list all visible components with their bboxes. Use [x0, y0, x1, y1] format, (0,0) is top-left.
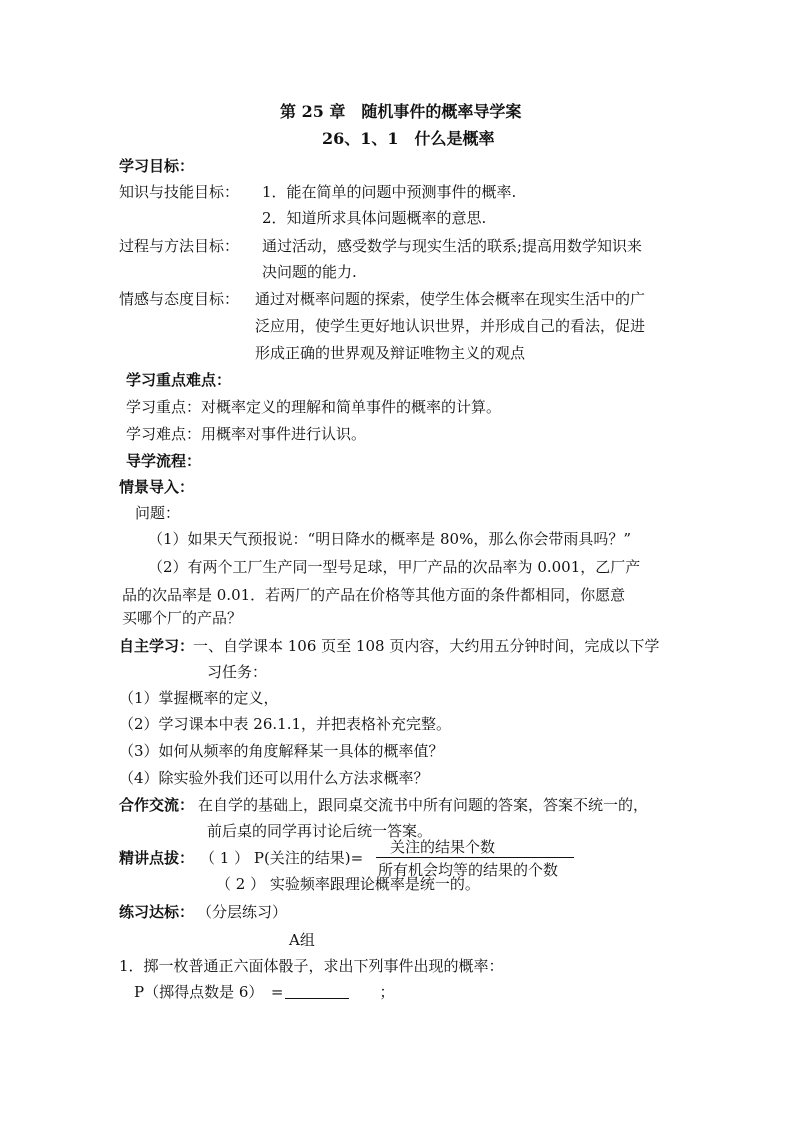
- document-title: 第 25 章 随机事件的概率导学案: [280, 102, 522, 121]
- practice-question-1a-text: P（掷得点数是 6） =: [134, 983, 284, 1001]
- cooperation-line-2: 前后桌的同学再讨论后统一答案。: [207, 822, 433, 840]
- process-line-2: 决问题的能力.: [262, 263, 357, 281]
- cooperation-label: 合作交流：: [119, 796, 195, 814]
- task-3: （3）如何从频率的角度解释某一具体的概率值？: [119, 742, 444, 760]
- group-label: A组: [289, 931, 315, 949]
- fraction-denominator: 所有机会均等的结果的个数: [378, 861, 559, 879]
- document-subtitle: 26、1、1 什么是概率: [322, 129, 495, 148]
- fraction-bar: [376, 857, 574, 858]
- key-points-heading: 学习重点难点：: [126, 371, 232, 389]
- question-2-line-2: 品的次品率是 0.01．若两厂的产品在价格等其他方面的条件都相同，你愿意: [122, 586, 626, 604]
- knowledge-label: 知识与技能目标：: [119, 183, 240, 201]
- task-1: （1）掌握概率的定义，: [119, 689, 279, 707]
- explanation-item-1: （ 1 ） P(关注的结果)=: [200, 849, 364, 867]
- knowledge-line-1: 1．能在简单的问题中预测事件的概率.: [262, 183, 517, 201]
- emotion-line-2: 泛应用，使学生更好地认识世界，并形成自己的看法，促进: [255, 317, 646, 335]
- fraction-numerator: 关注的结果个数: [390, 838, 496, 856]
- knowledge-line-2: 2．知道所求具体问题概率的意思.: [262, 209, 487, 227]
- intro-heading: 情景导入：: [119, 478, 195, 496]
- practice-question-1a: [134, 982, 395, 1002]
- explanation-item-2: （ 2 ） 实验频率跟理论概率是统一的。: [216, 875, 480, 893]
- self-study-line-2: 习任务：: [207, 663, 268, 681]
- objectives-heading: 学习目标：: [119, 157, 195, 175]
- process-label: 过程与方法目标：: [119, 237, 240, 255]
- practice-question-1: 1．掷一枚普通正六面体骰子，求出下列事件出现的概率：: [119, 957, 504, 975]
- self-study-line-1: 一、自学课本 106 页至 108 页内容，大约用五分钟时间，完成以下学: [193, 637, 660, 655]
- practice-question-1a-end: ；: [379, 983, 395, 1001]
- question-label: 问题：: [135, 504, 181, 522]
- practice-label: 练习达标：: [119, 903, 195, 921]
- question-1: （1）如果天气预报说：“明日降水的概率是 80%，那么你会带雨具吗？”: [148, 530, 631, 548]
- cooperation-line-1: 在自学的基础上，跟同桌交流书中所有问题的答案，答案不统一的，: [198, 796, 649, 814]
- process-line-1: 通过活动，感受数学与现实生活的联系;提高用数学知识来: [262, 237, 643, 255]
- emotion-line-3: 形成正确的世界观及辩证唯物主义的观点: [255, 344, 526, 362]
- question-2-line-3: 买哪个厂的产品？: [122, 609, 243, 627]
- emotion-line-1: 通过对概率问题的探索，使学生体会概率在现实生活中的广: [255, 290, 646, 308]
- self-study-label: 自主学习：: [119, 637, 195, 655]
- emotion-label: 情感与态度目标：: [119, 290, 240, 308]
- task-2: （2）学习课本中表 26.1.1，并把表格补充完整。: [119, 715, 452, 733]
- answer-blank[interactable]: [285, 984, 349, 999]
- question-2-line-1: （2）有两个工厂生产同一型号足球，甲厂产品的次品率为 0.001，乙厂产: [148, 558, 641, 576]
- key-point-text: 学习重点：对概率定义的理解和简单事件的概率的计算。: [126, 398, 502, 416]
- flow-heading: 导学流程：: [126, 452, 202, 470]
- explanation-label: 精讲点拔：: [119, 849, 195, 867]
- task-4: （4）除实验外我们还可以用什么方法求概率？: [119, 769, 429, 787]
- practice-note: （分层练习）: [197, 903, 288, 921]
- difficulty-text: 学习难点：用概率对事件进行认识。: [126, 425, 367, 443]
